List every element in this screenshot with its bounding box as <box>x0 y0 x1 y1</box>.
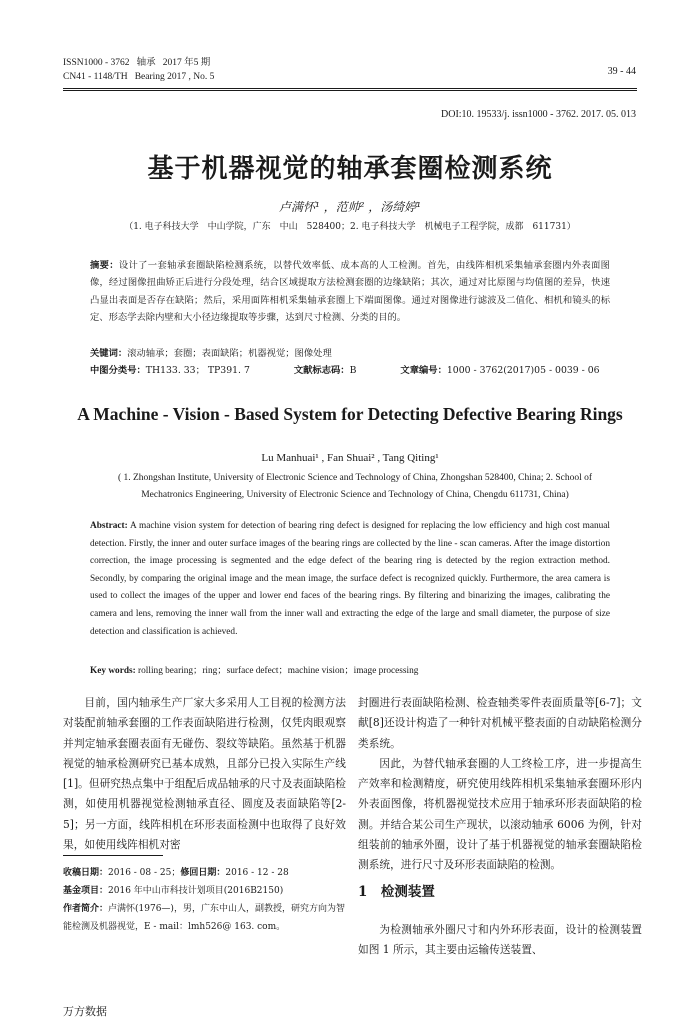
footer-watermark: 万方数据 <box>63 1005 107 1018</box>
keywords-cn-label: 关键词： <box>90 348 128 359</box>
body-right-paragraph-3: 为检测轴承外圈尺寸和内外环形表面，设计的检测装置如图 1 所示，其主要由运输传送装置、 <box>358 923 642 957</box>
revised-label: 修回日期： <box>180 868 226 878</box>
received-date: 2016 - 08 - 25； <box>108 868 181 878</box>
abstract-cn-text: 设计了一套轴承套圈缺陷检测系统，以替代效率低、成本高的人工检测。首先，由线阵相机采集轴承套圈内外表面图像，经过图像扭曲矫正后进行分段处理，结合区域提取方法检测套圈的边缘缺陷；其次，通过对比原图与均值图的差异，快速凸显出表面是否存在缺陷；然后，采用面阵相机采集轴承套圈上下端面图像。通过对图像进行滤波及二值化、相机和镜头的标定、形态学去除内壁和大小径边缘提取等步骤，达到尺寸检测、分类的目的。 <box>90 260 610 324</box>
author-bio-text: 卢满怀(1976—)，男，广东中山人，副教授，研究方向为智能检测及机器视觉，E - mail：lmh526@ 163. com。 <box>63 904 345 932</box>
body-right-column <box>358 693 642 876</box>
footnote <box>63 864 346 936</box>
journal-cn: 轴承 <box>136 58 156 68</box>
classification-cn <box>90 362 610 379</box>
abstract-en-label: Abstract: <box>90 521 128 531</box>
header-rule-thin <box>63 90 637 91</box>
fund-label: 基金项目： <box>63 886 109 896</box>
cls-label: 中图分类号： <box>90 365 146 376</box>
fund-text: 2016 年中山市科技计划项目(2016B2150) <box>108 886 284 896</box>
keywords-cn-text: 滚动轴承；套圈；表面缺陷；机器视觉；图像处理 <box>127 348 332 359</box>
body-right-paragraph-1: 封圈进行表面缺陷检测、检查轴类零件表面质量等[6-7]；文献[8]还设计构造了一种针对机械平整表面的自动缺陷检测分类系统。 <box>358 696 642 750</box>
section-heading: 1 检测装置 <box>358 884 435 900</box>
doi: DOI:10. 19533/j. issn1000 - 3762. 2017. 05. 013 <box>441 109 636 120</box>
keywords-en-label: Key words: <box>90 666 136 676</box>
article-no-value: 1000 - 3762(2017)05 - 0039 - 06 <box>446 365 600 376</box>
body-right-paragraph-2: 因此，为替代轴承套圈的人工终检工序，进一步提高生产效率和检测精度，研究使用线阵相机采集轴承套圈环形内外表面图像，将机器视觉技术应用于轴承环形表面缺陷的检测。并结合某公司生产现状，以滚动轴承 6006 为例，针对组装前的轴承外圈，设计了基于机器视觉的轴承套圈缺陷检测系统，进行尺寸及环形表面缺陷的检测。 <box>358 756 642 872</box>
authors-en: Lu Manhuai¹ , Fan Shuai² , Tang Qiting¹ <box>261 452 439 464</box>
cls-value: TH133. 33； TP391. 7 <box>145 365 250 376</box>
received-label: 收稿日期： <box>63 868 109 878</box>
abstract-en-text: A machine vision system for detection of bearing ring defect is designed for replacing the low efficiency and high cost manual detection. Firstly, the inner and outer surface images of the bearing rings are collected by the line - scan cameras. After the image distortion correction, the image processing is segmented and the edge defect of the bearing ring is detected by the region extraction method. Secondly, by comparing the original image and the mean image, the surface defect is recognized quickly. Furthermore, the area camera is used to collect the images of the upper and lower end faces of the bearing rings. By filtering and binarizing the images, calibrating the camera and lens, removing the inner wall from the inner wall and extracting the edge of the large and small diameter, the purpose of size detection and classification is achieved. <box>90 521 611 637</box>
author-bio-label: 作者简介： <box>63 904 109 914</box>
journal-header <box>63 56 214 84</box>
footnote-separator <box>63 855 163 856</box>
article-no-label: 文章编号： <box>400 365 447 376</box>
keywords-cn <box>90 345 610 362</box>
title-en: A Machine - Vision - Based System for Detecting Defective Bearing Rings <box>77 404 623 424</box>
keywords-en <box>90 662 610 676</box>
issue-cn: 2017 年5 期 <box>162 58 211 68</box>
doc-code-value: B <box>349 365 357 376</box>
abstract-cn-label: 摘要： <box>90 260 119 271</box>
abstract-en <box>90 518 610 641</box>
doc-code-label: 文献标志码： <box>293 365 350 376</box>
body-left-paragraph: 目前，国内轴承生产厂家大多采用人工目视的检测方法对装配前轴承套圈的工作表面缺陷进行检测，仅凭肉眼观察并判定轴承套圈表面有无碰伤、裂纹等缺陷。虽然基于机器视觉的轴承检测研究已基本成熟，且部分已投入实际生产线[1]。但研究热点集中于组配后成品轴承的尺寸及表面缺陷检测，如使用机器视觉检测轴承直径、圆度及表面缺陷等[2-5]；另一方面，线阵相机在环形表面检测中也取得了良好效果，如使用线阵相机对密 <box>63 696 346 852</box>
abstract-cn <box>90 257 610 327</box>
page-range: 39 - 44 <box>607 66 636 77</box>
keywords-en-text: rolling bearing；ring；surface defect；machine vision；image processing <box>138 666 419 676</box>
journal-en: Bearing 2017 , No. 5 <box>134 72 215 82</box>
cn-number: CN41 - 1148/TH <box>63 72 128 82</box>
revised-date: 2016 - 12 - 28 <box>225 868 289 878</box>
affiliation-cn: （1. 电子科技大学 中山学院，广东 中山 528400；2. 电子科技大学 机械电子工程学院，成都 611731） <box>124 222 576 232</box>
title-cn: 基于机器视觉的轴承套圈检测系统 <box>147 154 553 184</box>
affiliation-en: ( 1. Zhongshan Institute, University of Electronic Science and Technology of China, Zhongshan 528400, China; 2. School of Mechatronics Engineering, University of Electronic Science and Technology of China, Chengdu 611731, China) <box>117 473 593 500</box>
issn: ISSN1000 - 3762 <box>63 58 130 68</box>
authors-cn: 卢满怀¹ ，范帅² ，汤绮婷¹ <box>278 200 422 214</box>
header-rule <box>63 88 637 89</box>
